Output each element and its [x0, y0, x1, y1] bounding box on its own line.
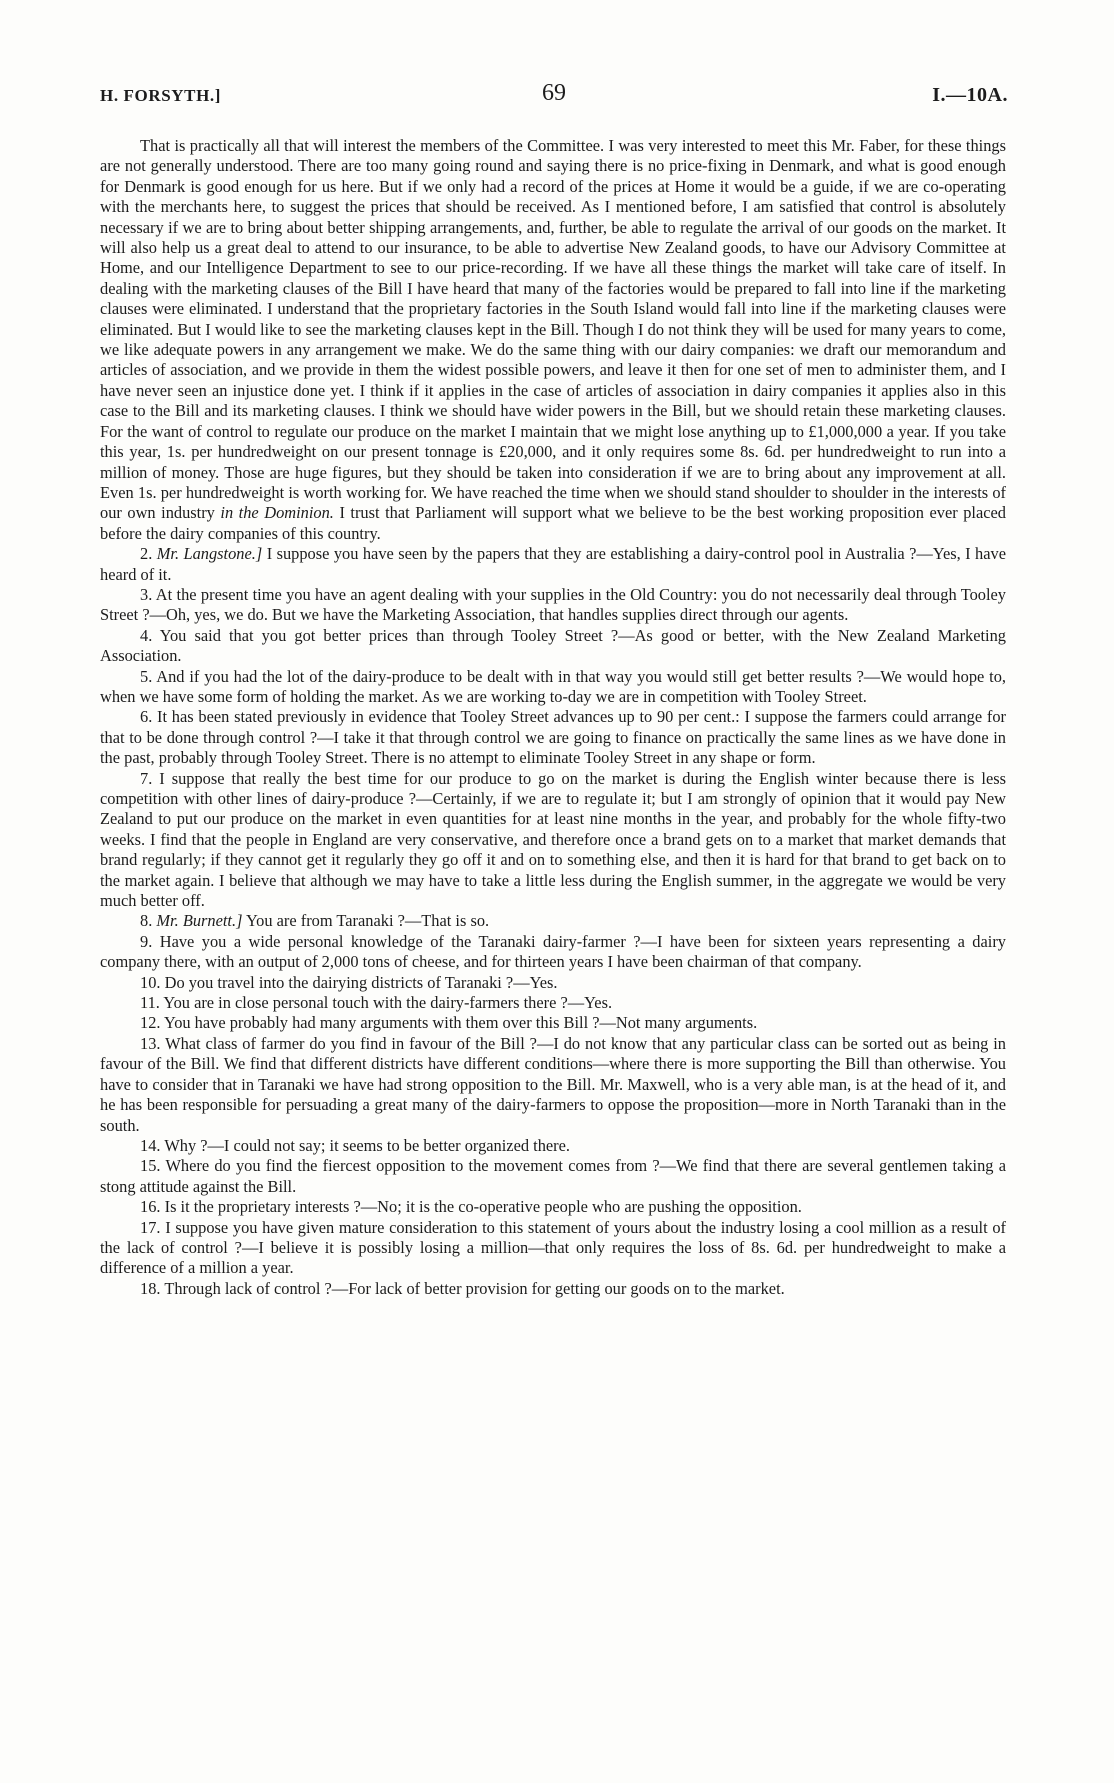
paragraph-1 [100, 136, 1006, 544]
question-text: I suppose you have given mature consideration to this statement of yours about the industry losing a cool million as a result of the lack of control ?—I believe it is possibly losing a million—that only requires the loss of 8s. 6d. per hundredweight to make a difference of a million a year. [100, 1217, 1006, 1278]
question-14 [100, 1136, 1006, 1156]
question-number: 17. [140, 1217, 161, 1237]
question-text: You have probably had many arguments with them over this Bill ?—Not many arguments. [164, 1013, 758, 1033]
question-text: You are in close personal touch with the dairy-farmers there ?—Yes. [163, 993, 613, 1013]
question-number: 13. [140, 1033, 161, 1053]
question-number: 7. [140, 768, 153, 788]
question-text: Is it the proprietary interests ?—No; it is the co-operative people who are pushing the opposition. [164, 1197, 802, 1217]
question-text: And if you had the lot of the dairy-produce to be dealt with in that way you would still get better results ?—We would hope to, when we have some form of holding the market. As we are working to-day we are in competition with Tooley Street. [100, 666, 1006, 706]
question-number: 8. [140, 911, 153, 931]
page-number: 69 [542, 80, 566, 106]
question-15 [100, 1156, 1006, 1197]
question-number: 16. [140, 1197, 161, 1217]
paragraph-text-tail: I trust that Parliament will support what we believe to be the best working proposition ever placed before the dairy companies of this country. [100, 503, 1006, 543]
question-5 [100, 667, 1006, 708]
question-11 [100, 993, 1006, 1013]
question-text: At the present time you have an agent dealing with your supplies in the Old Country: you do not necessarily deal through Tooley Street ?—Oh, yes, we do. But we have the Marketing Association, that handles supplies direct through our agents. [100, 584, 1006, 625]
question-text: Have you a wide personal knowledge of the Taranaki dairy-farmer ?—I have been for sixteen years representing a dairy company there, with an output of 2,000 tons of cheese, and for thirteen years I have been chairman of that company. [100, 931, 1006, 972]
question-number: 11. [140, 993, 160, 1013]
question-number: 10. [140, 972, 161, 992]
question-number: 18. [140, 1278, 161, 1298]
question-number: 15. [140, 1156, 161, 1176]
question-text: You are from Taranaki ?—That is so. [245, 911, 490, 931]
question-number: 9. [140, 931, 153, 951]
document-reference: I.—10A. [932, 84, 1008, 106]
question-text: I suppose you have seen by the papers that they are establishing a dairy-control pool in Australia ?—Yes, I have heard of it. [100, 544, 1006, 584]
question-2 [100, 544, 1006, 585]
question-text: Do you travel into the dairying districts of Taranaki ?—Yes. [164, 972, 558, 992]
question-text: Where do you find the fiercest opposition to the movement comes from ?—We find that there are several gentlemen taking a stong attitude against the Bill. [100, 1156, 1006, 1196]
question-number: 4. [140, 625, 153, 645]
question-text: What class of farmer do you find in favour of the Bill ?—I do not know that any particular class can be sorted out as being in favour of the Bill. We find that different districts have different conditions—where there is more supporting the Bill than otherwise. You have to consider that in Taranaki we have had strong opposition to the Bill. Mr. Maxwell, who is a very able man, is at the head of it, and he has been responsible for persuading a great many of the dairy-farmers to oppose the proposition—more in North Taranaki than in the south. [100, 1033, 1006, 1135]
question-number: 3. [140, 584, 153, 604]
evidence-body [100, 136, 1006, 1299]
question-7 [100, 769, 1006, 912]
question-9 [100, 932, 1006, 973]
question-text: You said that you got better prices than through Tooley Street ?—As good or better, with the New Zealand Marketing Association. [100, 625, 1006, 666]
question-text: I suppose that really the best time for our produce to go on the market is during the English winter because there is less competition with other lines of dairy-produce ?—Certainly, if we are to regulate it; but I am strongly of opinion that it would pay New Zealand to put our produce on the market in even quantities for at least nine months in the year, and probably for the whole fifty-two weeks. I find that the people in England are very conservative, and therefore once a brand gets on to a market that market demands that brand regularly; if they cannot get it regularly they go off it and on to something else, and then it is hard for that brand to get back on to the market again. I believe that although we may have to take a little less during the English summer, in the aggregate we would be very much better off. [100, 768, 1006, 911]
question-12 [100, 1013, 1006, 1033]
speaker-name: Mr. Burnett.] [156, 911, 243, 931]
question-6 [100, 707, 1006, 768]
question-number: 2. [140, 544, 153, 564]
header-witness-name: H. FORSYTH.] [100, 86, 222, 105]
question-number: 5. [140, 666, 153, 686]
question-number: 6. [140, 707, 153, 727]
question-18 [100, 1279, 1006, 1299]
question-8 [100, 911, 1006, 931]
question-13 [100, 1034, 1006, 1136]
page-header [100, 80, 1008, 118]
speaker-name: Mr. Langstone.] [156, 544, 263, 564]
question-3 [100, 585, 1006, 626]
question-number: 12. [140, 1013, 161, 1033]
question-16 [100, 1197, 1006, 1217]
question-17 [100, 1218, 1006, 1279]
paragraph-italic: in the Dominion. [220, 503, 334, 523]
question-text: Through lack of control ?—For lack of better provision for getting our goods on to the market. [164, 1278, 785, 1298]
question-10 [100, 973, 1006, 993]
question-number: 14. [140, 1135, 161, 1155]
question-4 [100, 626, 1006, 667]
paragraph-text: That is practically all that will interest the members of the Committee. I was very interested to meet this Mr. Faber, for these things are not generally understood. There are too many going round and saying there is no price-fixing in Denmark, and what is good enough for Denmark is good enough for us here. But if we only had a record of the prices at Home it would be a guide, if we are co-operating with the merchants here, to suggest the prices that should be received. As I mentioned before, I am satisfied that control is absolutely necessary if we are to bring about better shipping arrangements, and, further, be able to regulate the arrival of our goods on the market. It will also help us a great deal to attend to our insurance, to be able to advertise New Zealand goods, to have our Advisory Committee at Home, and our Intelligence Department to see to our price-recording. If we have all these things the market will take care of itself. In dealing with the marketing clauses of the Bill I have heard that many of the factories would be prepared to fall into line if the marketing clauses were eliminated. I understand that the proprietary factories in the South Island would fall into line if the marketing clauses were eliminated. But I would like to see the marketing clauses kept in the Bill. Though I do not think they will be used for many years to come, we like adequate powers in any arrangement we make. We do the same thing with our dairy companies: we draft our memorandum and articles of association, and we provide in them the widest possible powers, and leave it then for one set of men to administer them, and I have never seen an injustice done yet. I think if it applies in the case of articles of association in dairy companies it applies also in this case to the Bill and its marketing clauses. I think we should have wider powers in the Bill, but we should retain these marketing clauses. For the want of control to regulate our produce on the market I maintain that we might lose anything up to £1,000,000 a year. If you take this year, 1s. per hundredweight on our present tonnage is £20,000, and it only requires some 8s. 6d. per hundredweight to run into a million of money. Those are huge figures, but they should be taken into consideration if we are to bring about any improvement at all. Even 1s. per hundredweight is worth working for. We have reached the time when we should stand shoulder to shoulder in the interests of our own industry [100, 136, 1006, 523]
question-text: It has been stated previously in evidence that Tooley Street advances up to 90 per cent.: I suppose the farmers could arrange for that to be done through control ?—I take it that through control we are going to finance on practically the same lines as we have done in the past, probably through Tooley Street. There is no attempt to eliminate Tooley Street in any shape or form. [100, 707, 1006, 768]
question-text: Why ?—I could not say; it seems to be better organized there. [164, 1135, 571, 1155]
